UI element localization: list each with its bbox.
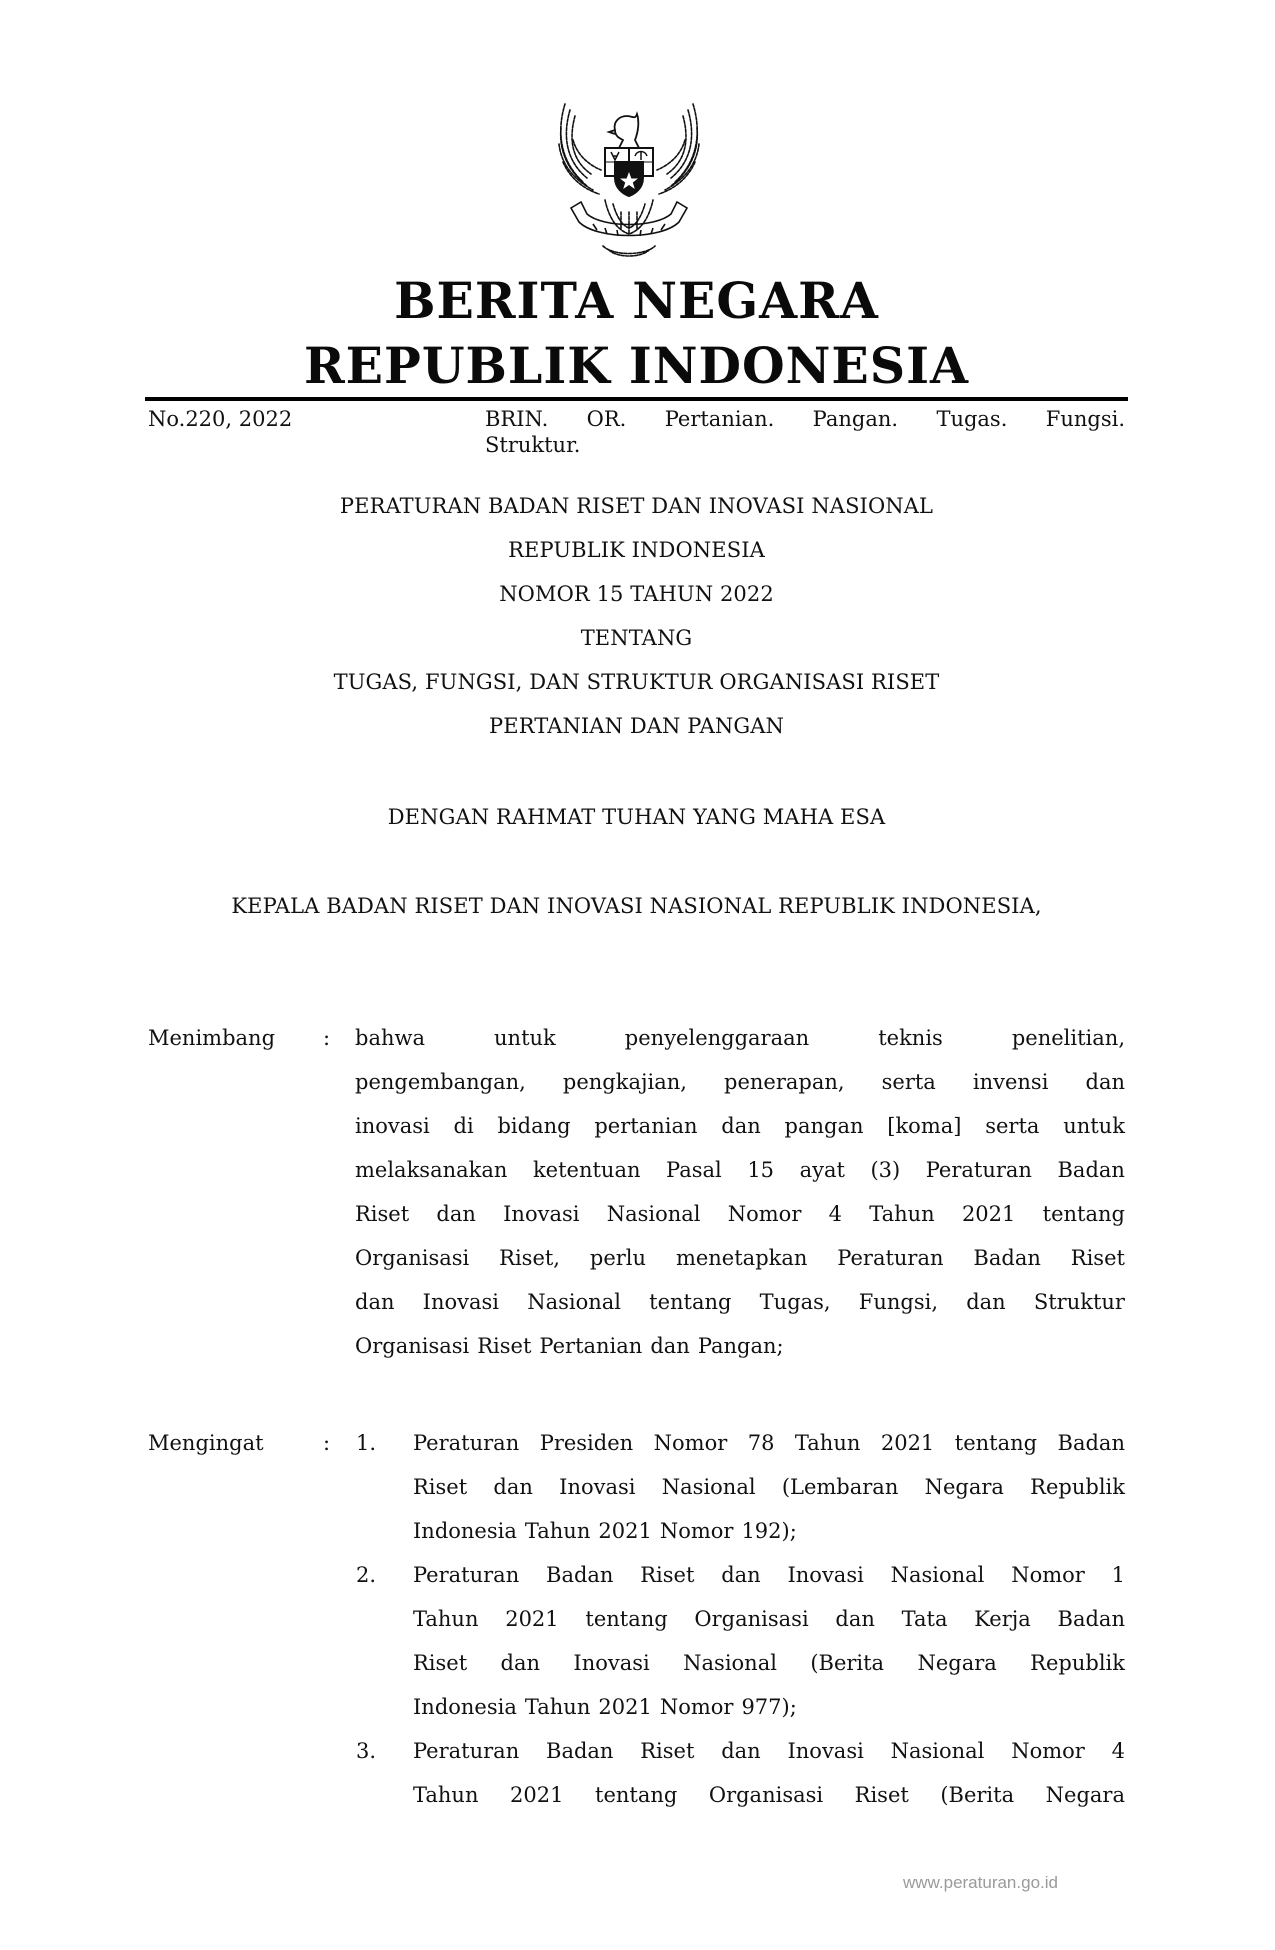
word: tentang — [954, 1431, 1038, 1455]
word: Riset — [355, 1202, 410, 1226]
word: tentang — [1042, 1202, 1125, 1226]
word: invensi — [972, 1070, 1049, 1094]
word: tentang — [595, 1783, 678, 1807]
word: Indonesia — [413, 1519, 517, 1543]
word: pertanian — [594, 1114, 698, 1138]
invocation: DENGAN RAHMAT TUHAN YANG MAHA ESA — [387, 805, 886, 829]
word: menetapkan — [675, 1246, 808, 1270]
word: (Berita — [940, 1783, 1015, 1807]
mengingat-item-line — [413, 1773, 1125, 1817]
word: Nasional — [527, 1290, 621, 1314]
menimbang-line — [355, 1148, 1125, 1192]
mengingat-item-number: 2. — [356, 1563, 377, 1587]
word: Peraturan — [413, 1431, 520, 1455]
subject-keyword: Pertanian. — [664, 407, 775, 431]
mengingat-item-line — [413, 1509, 1125, 1553]
word: Nasional — [661, 1475, 756, 1499]
mengingat-item — [356, 1729, 1125, 1817]
menimbang-body — [355, 1016, 1125, 1368]
mengingat-item-body — [413, 1729, 1125, 1817]
word: bidang — [497, 1114, 571, 1138]
word: Riset — [477, 1334, 532, 1358]
mengingat-item-number: 1. — [356, 1431, 377, 1455]
regulation-number: NOMOR 15 TAHUN 2022 — [499, 582, 774, 606]
word: pengkajian, — [562, 1070, 687, 1094]
mengingat-item-line — [413, 1465, 1125, 1509]
menimbang-line — [355, 1016, 1125, 1060]
word: 78 — [747, 1431, 775, 1455]
word: pengembangan, — [355, 1070, 526, 1094]
word: dan — [436, 1202, 476, 1226]
word: Tahun — [524, 1519, 591, 1543]
word: Riset — [413, 1651, 468, 1675]
word: Struktur — [1033, 1290, 1125, 1314]
word: teknis — [878, 1026, 943, 1050]
word: dan — [355, 1290, 395, 1314]
word: [koma] — [887, 1114, 962, 1138]
word: Peraturan — [837, 1246, 944, 1270]
word: Tata — [901, 1607, 948, 1631]
regulation-subject-line: TUGAS, FUNGSI, DAN STRUKTUR ORGANISASI RISET — [333, 670, 940, 694]
menimbang-line — [355, 1280, 1125, 1324]
word: tentang — [585, 1607, 668, 1631]
word: 4 — [828, 1202, 842, 1226]
word: 2021 — [598, 1519, 652, 1543]
word: dan — [721, 1563, 761, 1587]
word: penyelenggaraan — [624, 1026, 810, 1050]
mengingat-item-body — [413, 1553, 1125, 1729]
word: Riset — [640, 1739, 695, 1763]
subject-keywords-line-1 — [485, 406, 1125, 432]
word: dan — [500, 1651, 541, 1675]
word: Badan — [1057, 1158, 1125, 1182]
mengingat-item-line — [413, 1421, 1125, 1465]
mengingat-list — [356, 1421, 1125, 1817]
word: Peraturan — [413, 1739, 520, 1763]
word: Pertanian — [539, 1334, 643, 1358]
word: Nasional — [890, 1739, 985, 1763]
mengingat-item-body — [413, 1421, 1125, 1553]
word: (Berita — [810, 1651, 885, 1675]
masthead-title-line-1: BERITA NEGARA — [394, 271, 879, 330]
word: Inovasi — [503, 1202, 580, 1226]
word: Inovasi — [573, 1651, 650, 1675]
word: Nasional — [890, 1563, 985, 1587]
word: Kerja — [974, 1607, 1031, 1631]
word: inovasi — [355, 1114, 430, 1138]
word: Organisasi — [355, 1334, 470, 1358]
word: Tahun — [869, 1202, 935, 1226]
word: melaksanakan — [355, 1158, 508, 1182]
mengingat-colon: : — [323, 1431, 331, 1455]
word: Negara — [1045, 1783, 1125, 1807]
word: Badan — [546, 1739, 614, 1763]
word: Riset, — [499, 1246, 560, 1270]
word: Nasional — [683, 1651, 777, 1675]
word: Badan — [1057, 1607, 1125, 1631]
subject-keywords-line-2: Struktur. — [485, 433, 581, 457]
issue-number: No.220, 2022 — [148, 407, 293, 431]
masthead-title-line-2: REPUBLIK INDONESIA — [303, 336, 970, 395]
word: Tugas, — [759, 1290, 831, 1314]
word: (3) — [870, 1158, 901, 1182]
word: Nomor — [659, 1519, 734, 1543]
word: Indonesia — [413, 1695, 517, 1719]
mengingat-item-line — [413, 1729, 1125, 1773]
word: pangan — [784, 1114, 864, 1138]
subject-keyword: Fungsi. — [1045, 407, 1125, 431]
subject-keyword: OR. — [586, 407, 627, 431]
word: Riset — [640, 1563, 695, 1587]
word: penelitian, — [1011, 1026, 1125, 1050]
word: Inovasi — [559, 1475, 636, 1499]
word: dan — [650, 1334, 690, 1358]
word: Nomor — [1011, 1563, 1085, 1587]
issuing-authority: KEPALA BADAN RISET DAN INOVASI NASIONAL REPUBLIK INDONESIA, — [231, 894, 1042, 918]
word: Fungsi, — [858, 1290, 939, 1314]
word: 2021 — [510, 1783, 564, 1807]
word: Organisasi — [708, 1783, 824, 1807]
word: Inovasi — [422, 1290, 500, 1314]
word: Riset — [1070, 1246, 1125, 1270]
word: bahwa — [355, 1026, 425, 1050]
word: 15 — [747, 1158, 775, 1182]
mengingat-item-line — [413, 1685, 1125, 1729]
menimbang-line — [355, 1192, 1125, 1236]
word: serta — [985, 1114, 1040, 1138]
word: untuk — [1063, 1114, 1125, 1138]
word: Inovasi — [787, 1739, 864, 1763]
regulation-subject-line: PERTANIAN DAN PANGAN — [489, 714, 784, 738]
mengingat-item — [356, 1553, 1125, 1729]
word: Inovasi — [787, 1563, 864, 1587]
word: Badan — [973, 1246, 1041, 1270]
word: Peraturan — [413, 1563, 520, 1587]
mengingat-item-line — [413, 1641, 1125, 1685]
mengingat-item-line — [413, 1597, 1125, 1641]
word: dan — [493, 1475, 533, 1499]
word: 192); — [741, 1519, 797, 1543]
menimbang-line — [355, 1060, 1125, 1104]
menimbang-label: Menimbang — [148, 1026, 276, 1050]
word: penerapan, — [724, 1070, 845, 1094]
word: Organisasi — [355, 1246, 470, 1270]
word: (Lembaran — [781, 1475, 899, 1499]
source-watermark-link[interactable]: www.peraturan.go.id — [903, 1873, 1058, 1892]
word: Pasal — [666, 1158, 722, 1182]
word: Nomor — [1011, 1739, 1085, 1763]
garuda-emblem-icon — [553, 100, 705, 260]
regulation-title-line: REPUBLIK INDONESIA — [508, 538, 765, 562]
subject-keyword: Pangan. — [812, 407, 899, 431]
word: Tahun — [413, 1783, 479, 1807]
word: 4 — [1111, 1739, 1125, 1763]
word: Pangan; — [697, 1334, 784, 1358]
word: Badan — [1057, 1431, 1125, 1455]
word: serta — [881, 1070, 936, 1094]
menimbang-line — [355, 1104, 1125, 1148]
word: dan — [1085, 1070, 1125, 1094]
word: 2021 — [598, 1695, 652, 1719]
word: Negara — [917, 1651, 997, 1675]
word: Tahun — [794, 1431, 861, 1455]
word: 2021 — [880, 1431, 935, 1455]
word: di — [453, 1114, 474, 1138]
mengingat-item-line — [413, 1553, 1125, 1597]
word: Nasional — [606, 1202, 701, 1226]
word: Republik — [1030, 1651, 1125, 1675]
subject-keyword: BRIN. — [485, 407, 549, 431]
word: dan — [721, 1114, 761, 1138]
word: Badan — [546, 1563, 614, 1587]
word: Tahun — [413, 1607, 479, 1631]
menimbang-colon: : — [323, 1026, 331, 1050]
word: dan — [966, 1290, 1006, 1314]
word: 1 — [1111, 1563, 1125, 1587]
word: perlu — [589, 1246, 647, 1270]
masthead-divider — [145, 397, 1128, 401]
word: Negara — [924, 1475, 1004, 1499]
mengingat-item-number: 3. — [356, 1739, 377, 1763]
word: Tahun — [524, 1695, 591, 1719]
mengingat-item — [356, 1421, 1125, 1553]
word: Organisasi — [694, 1607, 809, 1631]
menimbang-line — [355, 1324, 1125, 1368]
subject-keyword: Tugas. — [936, 407, 1008, 431]
word: Riset — [413, 1475, 468, 1499]
word: tentang — [649, 1290, 732, 1314]
word: Nomor — [653, 1431, 728, 1455]
word: Peraturan — [925, 1158, 1032, 1182]
word: untuk — [494, 1026, 556, 1050]
word: ayat — [799, 1158, 845, 1182]
subject-keywords — [485, 406, 1125, 458]
word: ketentuan — [532, 1158, 641, 1182]
word: Nomor — [659, 1695, 734, 1719]
mengingat-label: Mengingat — [148, 1431, 264, 1455]
word: Riset — [854, 1783, 909, 1807]
word: dan — [721, 1739, 761, 1763]
menimbang-line — [355, 1236, 1125, 1280]
word: dan — [835, 1607, 875, 1631]
word: Nomor — [727, 1202, 802, 1226]
regulation-title-line: PERATURAN BADAN RISET DAN INOVASI NASIONAL — [339, 494, 934, 518]
word: Presiden — [539, 1431, 634, 1455]
word: 977); — [741, 1695, 797, 1719]
regulation-tentang: TENTANG — [580, 626, 693, 650]
word: 2021 — [961, 1202, 1016, 1226]
word: Republik — [1030, 1475, 1125, 1499]
regulation-title-block — [145, 484, 1128, 748]
word: 2021 — [505, 1607, 559, 1631]
